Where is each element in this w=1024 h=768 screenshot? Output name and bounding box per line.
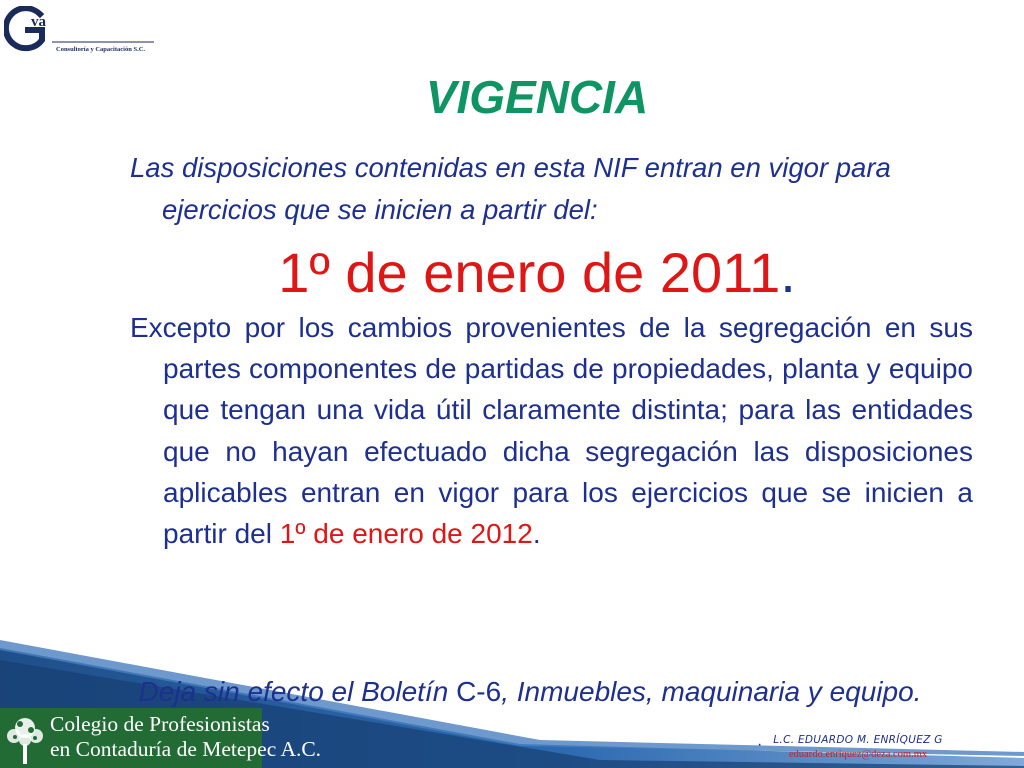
- footer-note-a: Deja sin efecto el Boletín: [138, 676, 457, 707]
- tree-icon: [2, 710, 48, 766]
- exception-date: 1º de enero de 2012: [279, 518, 533, 550]
- exception-end: .: [532, 518, 541, 550]
- company-logo: [4, 6, 164, 56]
- exception-text: Excepto por los cambios provenientes de la segregación en sus partes componentes de partidas de propiedades, planta y equipo que tengan una vida útil claramente distinta; para las entidades que no hayan efectuado dicha segregación las disposiciones aplicables entran en vigor para los ejercicios que se inicien a partir del: [130, 312, 973, 550]
- colegio-line2: en Contaduría de Metepec A.C.: [50, 737, 322, 761]
- author-name: L.C. EDUARDO M. ENRÍQUEZ G: [773, 734, 943, 746]
- author-email: eduardo.enriquez@deza.com.mx: [788, 749, 928, 760]
- colegio-name: [50, 712, 321, 762]
- intro-text: Las disposiciones contenidas en esta NIF entran en vigor para ejercicios que se inicien a partir del:: [130, 152, 891, 225]
- footer-note: [130, 672, 930, 712]
- footer-note-c: , Inmuebles, maquinaria y equipo.: [501, 676, 922, 707]
- effective-date-text: 1º de enero de 2011: [278, 241, 781, 304]
- colegio-logo: [0, 708, 322, 768]
- effective-date: [0, 240, 1024, 305]
- slide-title: VIGENCIA: [425, 71, 649, 123]
- colegio-line1: Colegio de Profesionistas: [50, 712, 270, 736]
- exception-paragraph: [130, 307, 973, 554]
- logo-superscript: va: [31, 14, 46, 30]
- footer-dot: ·: [757, 736, 763, 753]
- logo-tagline: Consultoría y Capacitación S.C.: [56, 46, 146, 53]
- effective-date-dot: .: [780, 241, 796, 304]
- footer-note-code: C-6: [456, 676, 502, 707]
